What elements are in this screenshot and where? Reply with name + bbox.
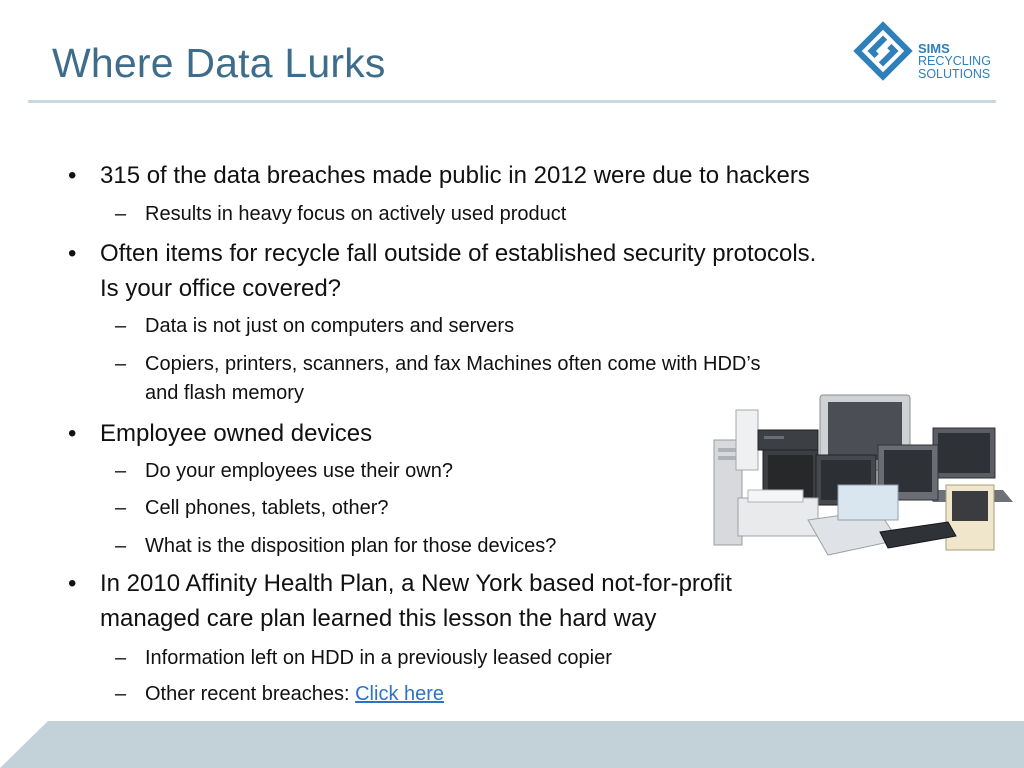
bullet-mark: • (68, 420, 77, 447)
sub-bullet-mark: – (115, 203, 127, 225)
logo-line-2: RECYCLING (918, 54, 991, 68)
bullet-1-sub-1 (115, 199, 567, 229)
bullet-mark: • (68, 162, 77, 189)
bullet-3-text: Employee owned devices (100, 420, 373, 447)
bullet-2-sub-1-text: Data is not just on computers and servers (145, 315, 515, 337)
bullet-4-sub-1-text: Information left on HDD in a previously leased copier (145, 647, 612, 669)
bullet-4 (68, 566, 732, 602)
breaches-link[interactable]: Click here (355, 683, 445, 705)
sub-bullet-mark: – (115, 683, 127, 705)
sub-bullet-mark: – (115, 647, 127, 669)
bullet-3-sub-3 (115, 531, 557, 561)
slide-title: Where Data Lurks (52, 40, 386, 86)
bullet-2-sub-2-text-line-1: Copiers, printers, scanners, and fax Machines often come with HDD’s (145, 353, 761, 375)
bullet-3-sub-1-text: Do your employees use their own? (145, 460, 453, 482)
bullet-3-sub-2 (115, 493, 389, 523)
bullet-4-sub-2-text: Other recent breaches: (145, 683, 356, 705)
bullet-1 (68, 158, 810, 194)
bullet-2-text-line-1: Often items for recycle fall outside of established security protocols. (100, 240, 817, 267)
sub-bullet-mark: – (115, 497, 127, 519)
footer-band (0, 721, 1024, 768)
bullet-mark: • (68, 570, 77, 597)
bullet-4-text-line-2: managed care plan learned this lesson the hard way (100, 605, 657, 632)
bullet-4-text-line-1: In 2010 Affinity Health Plan, a New York based not-for-profit (100, 570, 732, 597)
logo-line-1: SIMS (918, 41, 950, 56)
bullet-2-sub-2-line-2 (145, 378, 304, 408)
bullet-3-sub-1 (115, 456, 453, 486)
bullet-4-sub-2 (115, 679, 445, 709)
bullet-2-sub-1 (115, 311, 515, 341)
electronic-devices-image (708, 390, 1013, 570)
sub-bullet-mark: – (115, 353, 127, 375)
bullet-mark: • (68, 240, 77, 267)
bullet-2-sub-2-text-line-2: and flash memory (145, 382, 304, 404)
bullet-1-sub-1-text: Results in heavy focus on actively used product (145, 203, 567, 225)
sub-bullet-mark: – (115, 315, 127, 337)
sub-bullet-mark: – (115, 535, 127, 557)
bullet-2-sub-2 (115, 349, 761, 379)
logo-line-3: SOLUTIONS (918, 67, 991, 81)
bullet-3-sub-2-text: Cell phones, tablets, other? (145, 497, 389, 519)
bullet-2 (68, 236, 817, 272)
bullet-3 (68, 416, 373, 452)
bullet-1-text: 315 of the data breaches made public in 2012 were due to hackers (100, 162, 810, 189)
bullet-3-sub-3-text: What is the disposition plan for those devices? (145, 535, 557, 557)
sub-bullet-mark: – (115, 460, 127, 482)
bullet-4-sub-1 (115, 643, 612, 673)
bullet-2-line-2 (100, 271, 341, 307)
bullet-4-line-2 (100, 601, 656, 637)
bullet-2-text-line-2: Is your office covered? (100, 275, 342, 302)
